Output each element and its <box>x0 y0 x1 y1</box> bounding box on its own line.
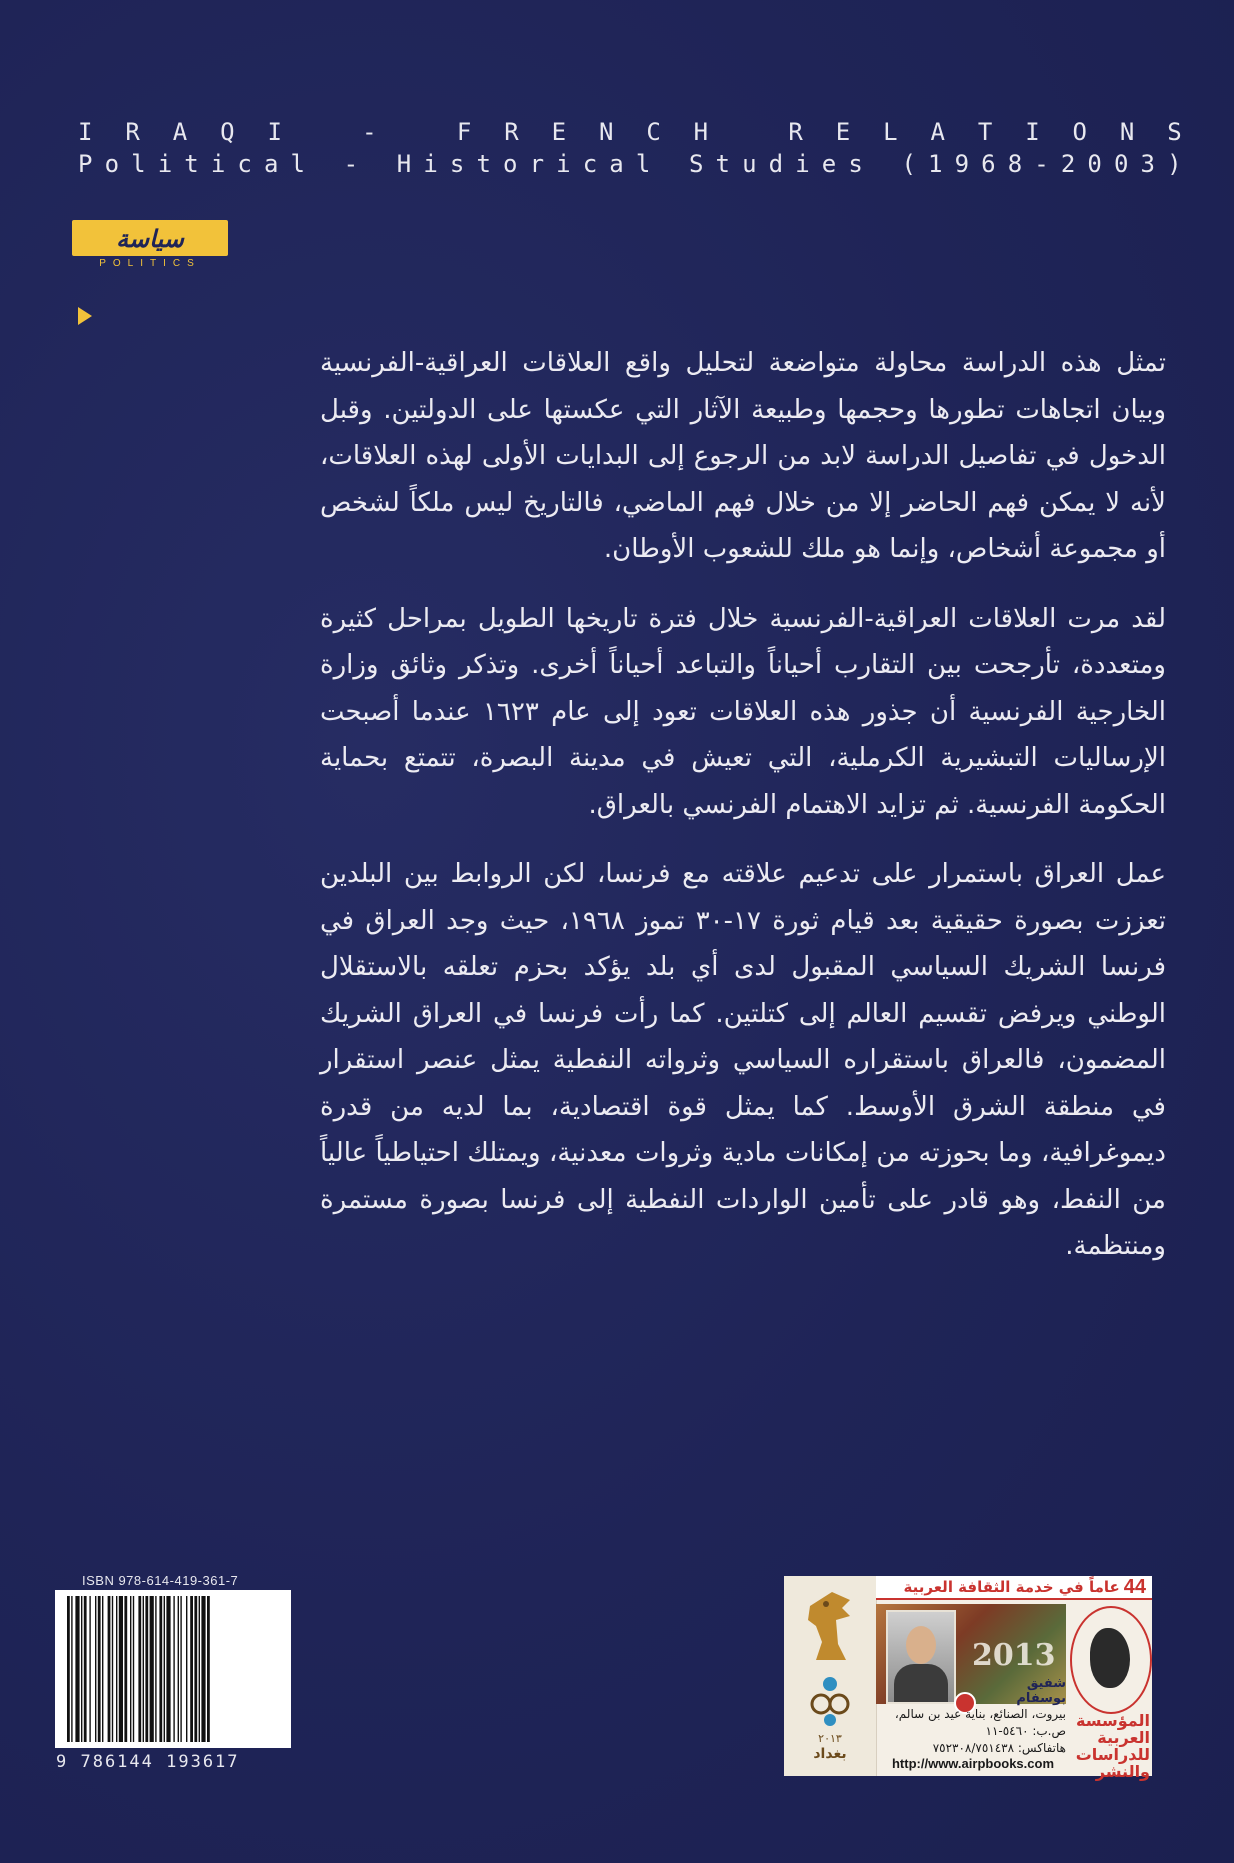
english-title <box>78 118 1188 178</box>
barcode-bar <box>84 1596 87 1742</box>
title-letter: d <box>768 150 784 178</box>
title-letter: 2 <box>1060 150 1076 178</box>
publisher-phone: هاتفاكس: ٧٥٢٣٠٨/٧٥١٤٣٨ <box>932 1741 1066 1755</box>
baghdad-capital-culture-panel <box>784 1576 877 1776</box>
barcode-bar <box>207 1596 210 1742</box>
barcode-bar <box>102 1596 103 1742</box>
title-letter: E <box>551 118 567 146</box>
title-letter: R <box>125 118 140 146</box>
series-logo <box>72 220 228 276</box>
title-letter: N <box>598 118 614 146</box>
title-letter: e <box>821 150 837 178</box>
baghdad-emblem-icon <box>808 1676 852 1728</box>
barcode-bar <box>71 1596 72 1742</box>
title-letter: t <box>184 150 199 178</box>
publisher-url[interactable]: http://www.airpbooks.com <box>891 1756 1055 1771</box>
barcode-bar <box>190 1596 193 1742</box>
title-letter: r <box>529 150 545 178</box>
title-letter: 1 <box>928 150 943 178</box>
title-letter: i <box>556 150 571 178</box>
title-letter: l <box>290 150 305 178</box>
title-letter: S <box>688 150 704 178</box>
title-letter: - <box>1034 150 1049 178</box>
barcode-bar <box>124 1596 127 1742</box>
title-letter: ( <box>901 150 916 178</box>
barcode-bar <box>130 1596 131 1742</box>
title-letter: i <box>210 150 226 178</box>
barcode-bar <box>119 1596 123 1742</box>
lamassu-icon <box>802 1586 858 1666</box>
title-letter: a <box>609 150 624 178</box>
barcode-bar <box>67 1596 70 1742</box>
title-line-2 <box>78 150 1182 178</box>
title-letter: R <box>788 118 803 146</box>
barcode-bar <box>201 1596 205 1742</box>
title-letter: 0 <box>1087 150 1102 178</box>
title-letter: t <box>715 150 730 178</box>
isbn-label: ISBN 978-614-419-361-7 <box>82 1573 239 1588</box>
title-letter: 3 <box>1140 150 1155 178</box>
publisher-logo <box>1070 1606 1152 1714</box>
anniversary-header <box>876 1576 1152 1600</box>
barcode-bar <box>143 1596 144 1742</box>
title-letter: s <box>449 150 465 178</box>
stamp-year: 2013 <box>972 1638 1056 1673</box>
title-letter: o <box>503 150 518 178</box>
barcode-bar <box>95 1596 96 1742</box>
barcode-bar <box>155 1596 156 1742</box>
title-letter: 8 <box>1007 150 1023 178</box>
title-letter: I <box>1025 118 1040 146</box>
publisher-logo-icon <box>1090 1628 1130 1688</box>
anniversary-text: عاماً في خدمة الثقافة العربية <box>903 1578 1120 1596</box>
barcode-bar <box>164 1596 165 1742</box>
barcode-bar <box>173 1596 174 1742</box>
publisher-panel <box>876 1575 1152 1781</box>
title-letter: i <box>423 150 438 178</box>
stamp-artwork <box>876 1604 1066 1704</box>
title-letter <box>410 118 424 146</box>
barcode-bar <box>75 1596 79 1742</box>
barcode-bar <box>116 1596 117 1742</box>
title-letter: R <box>504 118 519 146</box>
portrait-photo <box>886 1610 956 1704</box>
barcode-bar <box>166 1596 170 1742</box>
arrow-right-icon <box>78 307 92 325</box>
title-letter <box>662 150 676 178</box>
title-letter: H <box>693 118 709 146</box>
title-letter: E <box>835 118 851 146</box>
barcode-bar <box>199 1596 200 1742</box>
title-letter: L <box>883 118 898 146</box>
title-letter: S <box>1167 118 1182 146</box>
title-letter: H <box>396 150 412 178</box>
barcode-digits: 9 786144 193617 <box>56 1752 240 1772</box>
paragraph-2: لقد مرت العلاقات العراقية-الفرنسية خلال فترة تاريخها الطويل بمراحل كثيرة ومتعددة، تأرجحت بين التقارب أحياناً والتباعد أحياناً أخرى. وتذكر وثائق وزارة الخارجية الفرنسية أن جذور هذه العلاقات تعود إلى عام ١٦٢٣ عندما أصبحت الإرساليات التبشيرية الكرملية، التي تعيش في مدينة البصرة، تتمتع بحماية الحكومة الفرنسية. ثم تزايد الاهتمام الفرنسي بالعراق. <box>320 603 1166 820</box>
title-letter: A <box>172 118 188 146</box>
barcode-bar <box>138 1596 141 1742</box>
title-letter: s <box>848 150 863 178</box>
publisher-stamp <box>784 1575 1152 1781</box>
barcode-bar <box>178 1596 179 1742</box>
title-letter <box>741 118 755 146</box>
series-logo-sub: POLITICS <box>99 258 201 269</box>
title-letter: l <box>635 150 651 178</box>
title-letter: 9 <box>954 150 970 178</box>
paragraph-3: عمل العراق باستمرار على تدعيم علاقته مع فرنسا، لكن الروابط بين البلدين تعززت بصورة حقيقية بعد قيام ثورة ١٧-٣٠ تموز ١٩٦٨، حيث وجد العراق في فرنسا الشريك السياسي المقبول لدى أي بلد يؤكد بحزم تعلقه بالاستقلال الوطني ويرفض تقسيم العالم إلى كتلتين. كما رأت فرنسا في العراق الشريك المضمون، فالعراق باستقراره السياسي وثرواته النفطية يمثل عنصر استقرار في منطقة الشرق الأوسط. كما يمثل قوة اقتصادية، بما لديه من قدرة ديموغرافية، وما بحوزته من إمكانات مادية وثروات معدنية، ويمتلك احتياطياً عالياً من النفط، وهو قادر على تأمين الواردات النفطية إلى فرنسا بصورة مستمرة ومنتظمة. <box>320 859 1166 1261</box>
title-letter <box>875 150 889 178</box>
title-letter: o <box>104 150 120 178</box>
barcode-bar <box>133 1596 134 1742</box>
barcode-bar <box>194 1596 197 1742</box>
title-letter: 6 <box>981 150 996 178</box>
barcode-bar <box>112 1596 113 1742</box>
title-line-1 <box>78 118 1182 146</box>
title-letter: N <box>1119 118 1135 146</box>
title-letter: 0 <box>1113 150 1129 178</box>
title-letter: c <box>582 150 598 178</box>
title-letter: P <box>78 150 93 178</box>
barcode-bar <box>108 1596 111 1742</box>
title-letter: I <box>78 118 93 146</box>
title-letter <box>317 150 331 178</box>
barcode-bar <box>180 1596 181 1742</box>
title-letter: i <box>795 150 810 178</box>
title-letter: a <box>263 150 279 178</box>
stamp-person-name: شفيق بوسفام <box>1016 1676 1066 1706</box>
series-logo-label: سياسة <box>72 220 228 256</box>
publisher-name: المؤسسة العربية للدراسات والنشر <box>1075 1711 1150 1781</box>
barcode-bar <box>150 1596 154 1742</box>
title-letter: i <box>157 150 173 178</box>
description-text <box>320 340 1166 1293</box>
publisher-address-line: بيروت، الصنائع، بناية عيد بن سالم، ص.ب: ٥٤٦٠-١١ <box>894 1707 1066 1738</box>
barcode-bar <box>81 1596 82 1742</box>
title-letter: t <box>476 150 491 178</box>
title-letter <box>370 150 384 178</box>
title-letter: C <box>646 118 661 146</box>
title-letter: T <box>977 118 993 146</box>
title-letter: Q <box>220 118 235 146</box>
baghdad-label: بغداد <box>813 1746 847 1762</box>
title-letter <box>315 118 329 146</box>
barcode-bar <box>186 1596 187 1742</box>
portrait-body <box>894 1664 948 1702</box>
title-letter: c <box>237 150 252 178</box>
barcode-bar <box>89 1596 90 1742</box>
barcode-bars <box>65 1596 281 1742</box>
publisher-address <box>880 1706 1066 1757</box>
paragraph-1: تمثل هذه الدراسة محاولة متواضعة لتحليل واقع العلاقات العراقية-الفرنسية وبيان اتجاهات تطورها وحجمها وطبيعة الآثار التي عكستها على الدولتين. وقبل الدخول في تفاصيل الدراسة لابد من الرجوع إلى البدايات الأولى لهذه العلاقات، لأنه لا يمكن فهم الحاضر إلا من خلال فهم الماضي، فالتاريخ ليس ملكاً لشخص أو مجموعة أشخاص، وإنما هو ملك للشعوب الأوطان. <box>320 348 1166 564</box>
title-letter: A <box>930 118 945 146</box>
title-letter: - <box>362 118 377 146</box>
title-letter: F <box>456 118 472 146</box>
barcode <box>55 1590 291 1748</box>
anniversary-number: 44 <box>1123 1575 1146 1598</box>
barcode-bar <box>145 1596 148 1742</box>
title-letter: u <box>742 150 757 178</box>
title-letter: - <box>343 150 359 178</box>
title-letter: l <box>131 150 146 178</box>
portrait-face <box>906 1626 936 1664</box>
barcode-bar <box>159 1596 162 1742</box>
title-letter: O <box>1072 118 1087 146</box>
baghdad-year: ٢٠١٣ <box>818 1732 842 1745</box>
title-letter: I <box>267 118 282 146</box>
barcode-bar <box>98 1596 101 1742</box>
title-letter: ) <box>1167 150 1182 178</box>
